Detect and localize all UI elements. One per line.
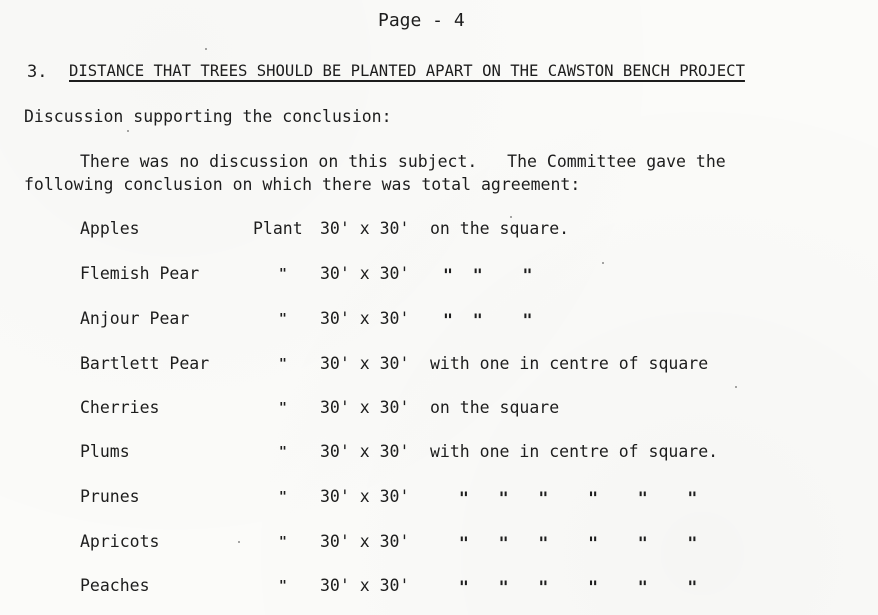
- planting-note: " " " " " ": [449, 489, 698, 508]
- fruit-name: Apricots: [80, 532, 160, 551]
- planting-note: " " ": [443, 311, 533, 330]
- planting-note: with one in centre of square: [430, 354, 709, 373]
- ditto-mark: ": [279, 490, 287, 505]
- ditto-mark: ": [279, 401, 287, 416]
- spacing-value: 30' x 30': [320, 309, 410, 328]
- fruit-name: Bartlett Pear: [80, 354, 210, 373]
- scan-speck: [205, 48, 207, 50]
- fruit-name: Prunes: [80, 487, 140, 506]
- fruit-name: Flemish Pear: [80, 264, 200, 283]
- fruit-name: Apples: [80, 219, 140, 238]
- scan-speck: [735, 386, 737, 388]
- page-number: Page - 4: [378, 10, 465, 31]
- section-title: DISTANCE THAT TREES SHOULD BE PLANTED APART ON THE CAWSTON BENCH PROJECT: [69, 62, 745, 80]
- plant-prefix: Plant: [253, 219, 303, 238]
- fruit-name: Plums: [80, 442, 130, 461]
- ditto-mark: ": [279, 357, 287, 372]
- spacing-value: 30' x 30': [320, 398, 410, 417]
- ditto-mark: ": [279, 535, 287, 550]
- scan-speck: [238, 541, 240, 543]
- planting-note: on the square: [430, 398, 560, 417]
- ditto-mark: ": [279, 579, 287, 594]
- planting-note: " " " " " ": [449, 534, 698, 553]
- planting-note: with one in centre of square.: [430, 442, 719, 461]
- spacing-value: 30' x 30': [320, 354, 410, 373]
- paragraph-line-1: There was no discussion on this subject. The Committee gave the: [80, 152, 726, 171]
- spacing-value: 30' x 30': [320, 576, 410, 595]
- paragraph-line-2: following conclusion on which there was total agreement:: [24, 175, 581, 194]
- spacing-value: 30' x 30': [320, 487, 410, 506]
- spacing-value: 30' x 30': [320, 532, 410, 551]
- planting-note: " " " " " ": [449, 578, 698, 597]
- spacing-value: 30' x 30': [320, 219, 410, 238]
- ditto-mark: ": [279, 267, 287, 282]
- scan-speck: [510, 216, 512, 218]
- fruit-name: Anjour Pear: [80, 309, 190, 328]
- scan-speck: [127, 130, 129, 132]
- discussion-label: Discussion supporting the conclusion:: [24, 107, 392, 126]
- ditto-mark: ": [279, 445, 287, 460]
- ditto-mark: ": [279, 312, 287, 327]
- fruit-name: Cherries: [80, 398, 160, 417]
- planting-note: on the square.: [430, 219, 570, 238]
- spacing-value: 30' x 30': [320, 442, 410, 461]
- spacing-value: 30' x 30': [320, 264, 410, 283]
- scan-speck: [602, 262, 604, 264]
- fruit-name: Peaches: [80, 576, 150, 595]
- planting-note: " " ": [443, 266, 533, 285]
- section-number: 3.: [27, 62, 48, 82]
